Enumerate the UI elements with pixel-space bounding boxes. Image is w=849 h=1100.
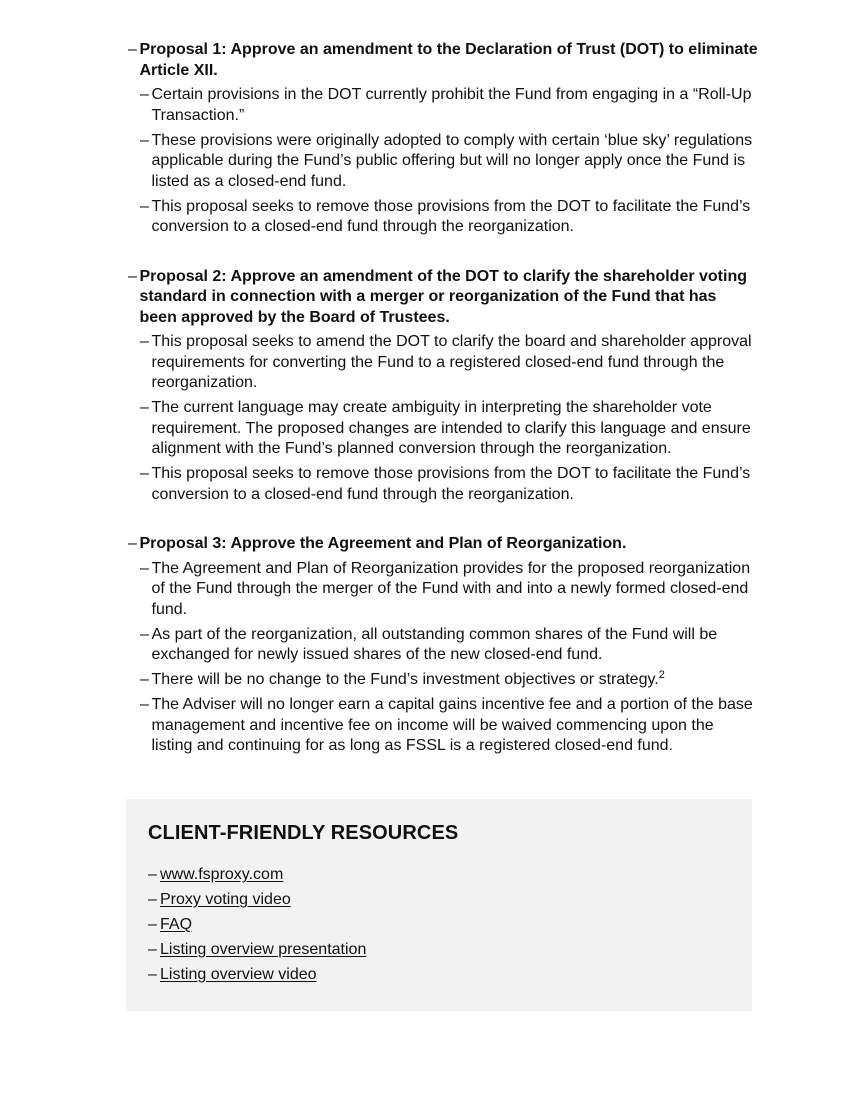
bullet-text: This proposal seeks to remove those provisions from the DOT to facilitate the Fund’s conversion to a closed-end fund through the reorganization. xyxy=(151,197,751,235)
dash-marker: – xyxy=(140,333,149,350)
dash-marker: – xyxy=(140,625,149,643)
dash-marker: – xyxy=(128,535,137,552)
bullet-text: The current language may create ambiguity in interpreting the shareholder vote requirement. The proposed changes are intended to clarify this language and ensure alignment with the Fund’s planned conversion through the reorganization. xyxy=(151,399,751,457)
proposal-heading xyxy=(128,534,758,555)
proposal-bullets xyxy=(140,559,758,757)
proposal-title: Proposal 1: Approve an amendment to the Declaration of Trust (DOT) to eliminate Article XII. xyxy=(139,41,758,79)
proposal-3 xyxy=(128,534,758,757)
dash-marker: – xyxy=(140,399,149,416)
bullet-text: Certain provisions in the DOT currently prohibit the Fund from engaging in a “Roll-Up Transaction.” xyxy=(151,86,752,124)
dash-marker: – xyxy=(148,916,157,933)
list-item xyxy=(140,332,758,394)
dash-marker: – xyxy=(128,41,137,58)
dash-marker: – xyxy=(148,891,157,908)
resource-item xyxy=(148,940,366,960)
dash-marker: – xyxy=(148,941,157,958)
proposal-bullets xyxy=(140,332,758,505)
list-item xyxy=(140,398,758,460)
list-item xyxy=(140,695,758,757)
dash-marker: – xyxy=(140,671,149,688)
dash-marker: – xyxy=(148,866,157,883)
resource-item xyxy=(148,890,366,910)
dash-marker: – xyxy=(140,131,149,149)
bullet-text-body: There will be no change to the Fund’s investment objectives or strategy. xyxy=(151,671,659,688)
proposal-heading xyxy=(128,267,758,329)
proxy-voting-video-link[interactable]: Proxy voting video xyxy=(160,891,291,908)
resources-title: CLIENT-FRIENDLY RESOURCES xyxy=(148,822,459,844)
proposal-title: Proposal 2: Approve an amendment of the DOT to clarify the shareholder voting standard in connection with a merger or reorganization of the Fund that has been approved by the Board of Trustees. xyxy=(139,267,747,326)
resource-item xyxy=(148,915,366,935)
dash-marker: – xyxy=(140,86,149,103)
proposal-1 xyxy=(128,40,758,238)
dash-marker: – xyxy=(140,465,149,482)
listing-overview-presentation-link[interactable]: Listing overview presentation xyxy=(160,941,367,958)
list-item xyxy=(140,464,758,505)
list-item xyxy=(140,625,758,666)
dash-marker: – xyxy=(148,966,157,983)
resource-item xyxy=(148,965,366,985)
footnote-marker: 2 xyxy=(658,669,665,681)
listing-overview-video-link[interactable]: Listing overview video xyxy=(160,966,317,983)
bullet-text: This proposal seeks to remove those provisions from the DOT to facilitate the Fund’s conversion to a closed-end fund through the reorganization. xyxy=(151,465,751,503)
list-item xyxy=(140,131,758,193)
proposal-heading xyxy=(128,40,758,81)
resources-list xyxy=(148,865,366,985)
proposal-title: Proposal 3: Approve the Agreement and Plan of Reorganization. xyxy=(139,535,627,552)
proposal-2 xyxy=(128,267,758,506)
list-item xyxy=(140,559,758,621)
bullet-text: As part of the reorganization, all outstanding common shares of the Fund will be exchanged for newly issued shares of the new closed-end fund. xyxy=(151,625,718,663)
dash-marker: – xyxy=(128,267,137,285)
list-item xyxy=(140,85,758,126)
bullet-text: These provisions were originally adopted to comply with certain ‘blue sky’ regulations applicable during the Fund’s public offering but will no longer apply once the Fund is listed as a closed-end fund. xyxy=(151,131,753,190)
bullet-text: This proposal seeks to amend the DOT to clarify the board and shareholder approval requirements for converting the Fund to a registered closed-end fund through the reorganization. xyxy=(151,333,752,391)
fsproxy-link[interactable]: www.fsproxy.com xyxy=(160,866,284,883)
list-item xyxy=(140,197,758,238)
list-item xyxy=(140,670,758,691)
proposal-bullets xyxy=(140,85,758,238)
bullet-text xyxy=(152,670,759,691)
bullet-text: The Adviser will no longer earn a capital gains incentive fee and a portion of the base management and incentive fee on income will be waived commencing upon the listing and continuing for as long as FSSL is a registered closed-end fund. xyxy=(151,696,753,754)
dash-marker: – xyxy=(140,696,149,713)
faq-link[interactable]: FAQ xyxy=(160,916,193,933)
dash-marker: – xyxy=(140,559,149,577)
dash-marker: – xyxy=(140,197,149,215)
proposals-section xyxy=(128,40,758,757)
bullet-text: The Agreement and Plan of Reorganization provides for the proposed reorganization of the Fund through the merger of the Fund with and into a newly formed closed-end fund. xyxy=(151,559,751,618)
resource-item xyxy=(148,865,366,885)
client-resources-panel xyxy=(126,799,752,1011)
